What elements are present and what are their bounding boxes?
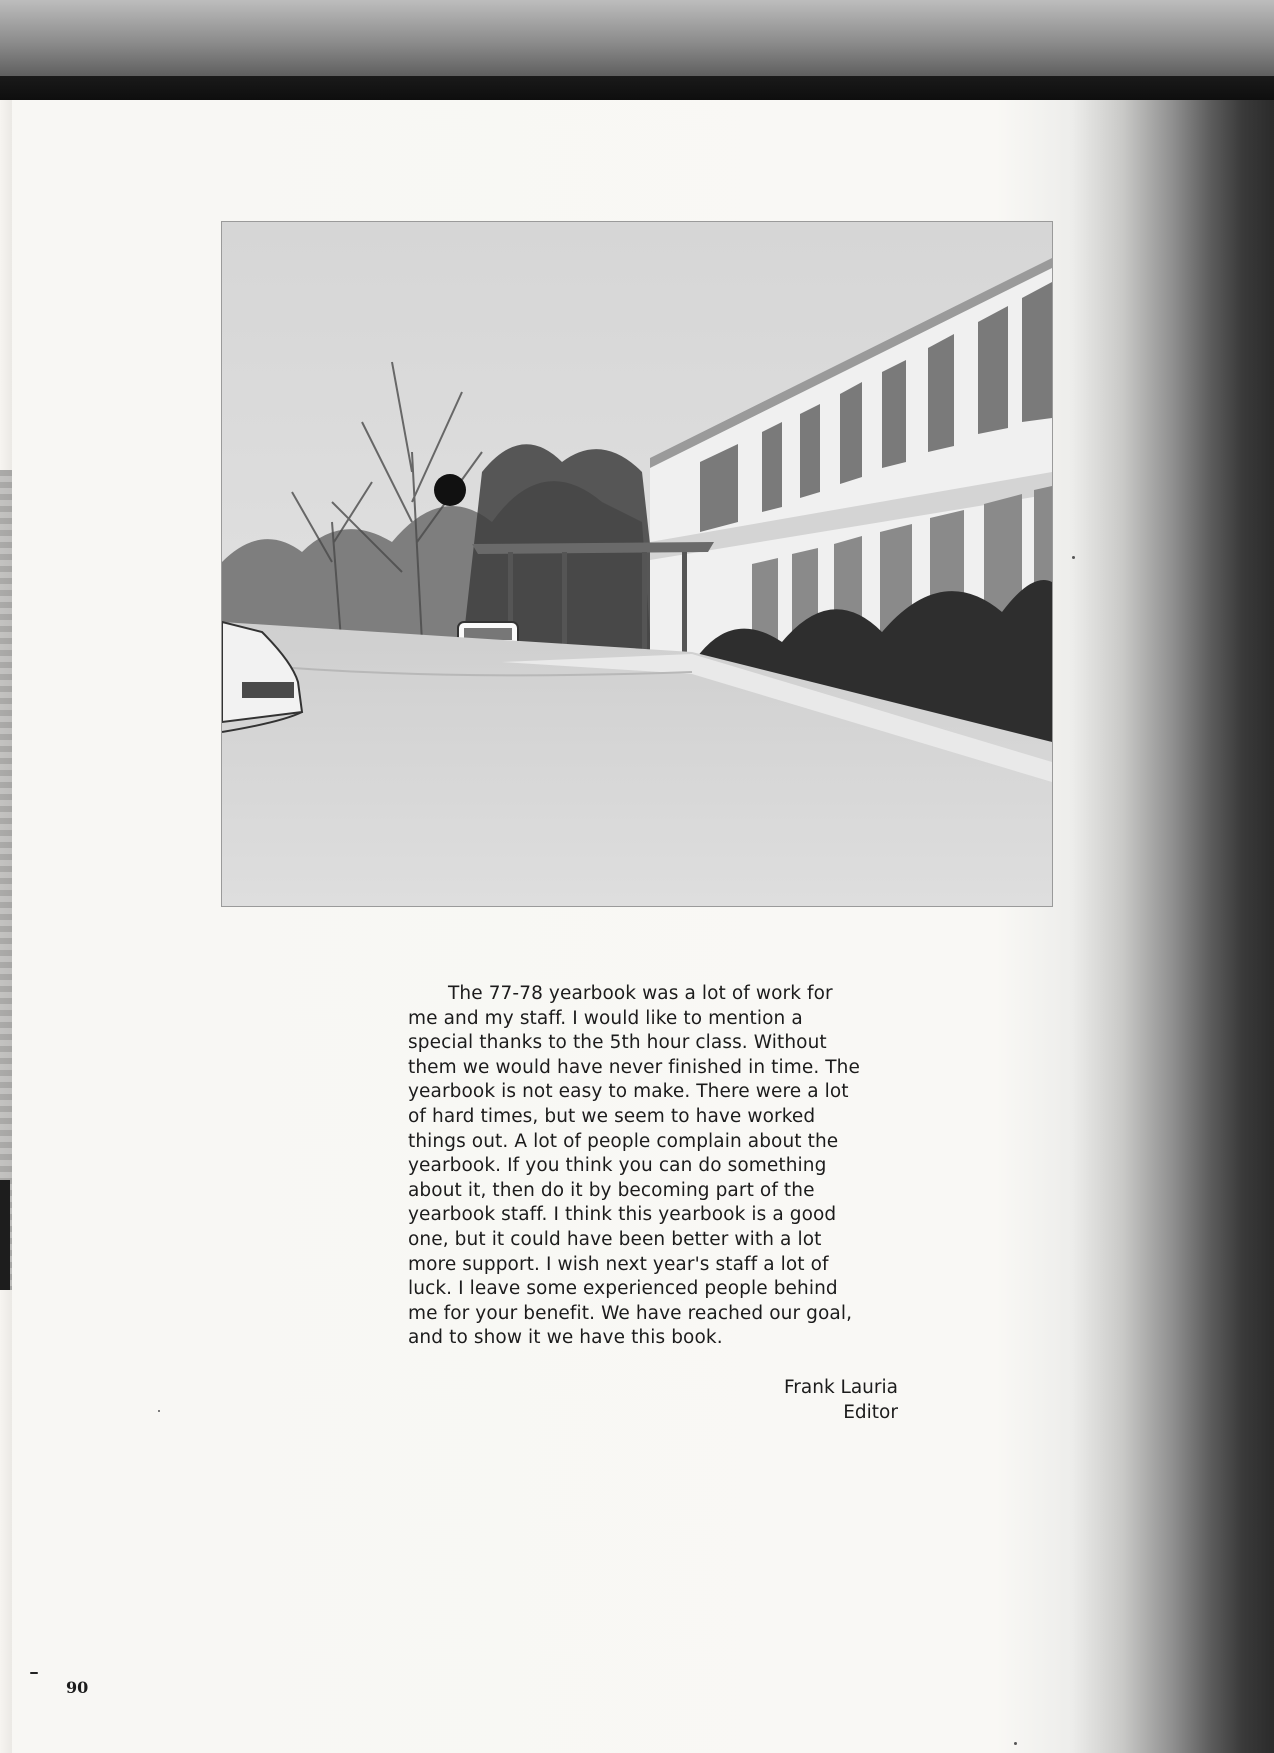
message-line: and to show it we have this book. xyxy=(408,1327,723,1349)
message-line: The 77-78 yearbook was a lot of work for xyxy=(448,983,833,1004)
message-line: one, but it could have been better with a lot xyxy=(408,1228,822,1250)
message-line: luck. I leave some experienced people behind xyxy=(408,1278,838,1300)
page-number: 90 xyxy=(66,1678,89,1697)
dust-speck xyxy=(158,1410,160,1412)
scan-top-band xyxy=(0,0,1274,80)
message-line: more support. I wish next year's staff a lot of xyxy=(408,1253,829,1275)
dust-speck xyxy=(1014,1742,1017,1745)
signature-block xyxy=(720,1375,898,1425)
message-line: them we would have never finished in time. The xyxy=(408,1056,860,1078)
message-line: about it, then do it by becoming part of the xyxy=(408,1179,815,1201)
editor-message xyxy=(408,982,898,1351)
building-photo xyxy=(222,222,1052,906)
message-line: yearbook. If you think you can do something xyxy=(408,1155,827,1177)
building-photo-image xyxy=(222,222,1052,906)
signature-title: Editor xyxy=(843,1402,898,1423)
message-line: special thanks to the 5th hour class. Without xyxy=(408,1032,827,1054)
message-line: yearbook staff. I think this yearbook is a good xyxy=(408,1204,837,1226)
left-edge-mark xyxy=(0,1180,10,1290)
message-line: things out. A lot of people complain about the xyxy=(408,1130,839,1152)
dust-speck xyxy=(1072,556,1075,559)
signature-name: Frank Lauria xyxy=(783,1377,898,1398)
margin-mark xyxy=(30,1672,38,1674)
message-line: yearbook is not easy to make. There were a lot xyxy=(408,1081,849,1103)
message-line: me for your benefit. We have reached our goal, xyxy=(408,1302,853,1324)
message-line: me and my staff. I would like to mention a xyxy=(408,1007,803,1029)
message-line: of hard times, but we seem to have worked xyxy=(408,1105,816,1127)
